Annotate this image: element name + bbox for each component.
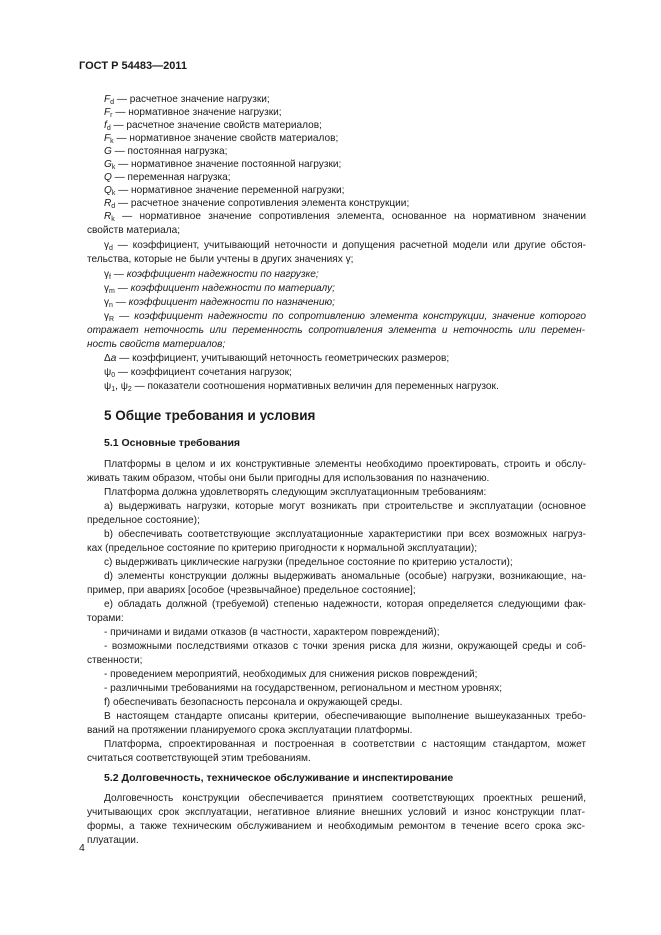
paragraph-3: В настоящем стандарте описаны критерии, обеспечивающие выполнение вышеуказанных требо- [104,711,586,722]
paragraph-4: Платформа, спроектированная и построенная в соответствии с настоящим стандартом, может [104,739,586,750]
definition-psi0: $\psi_0$ — коэффициент сочетания нагрузок; [104,367,292,379]
definition-fd: $F_d$ — расчетное значение нагрузки; [104,94,270,106]
definition-gamma-f: $\gamma_f$ — коэффициент надежности по нагрузке; [104,269,319,281]
section-5-heading: 5 Общие требования и условия [104,408,316,423]
item-a: а) выдерживать нагрузки, которые могут возникать при строительстве и эксплуатации (основное [104,501,586,512]
paragraph-1-cont: живать таким образом, чтобы они были пригодны для использования по назначению. [87,473,490,484]
dash-item-1: - причинами и видами отказов (в частности, характером повреждений); [104,627,440,638]
item-d-cont: пример, при авариях [особое (чрезвычайное) предельное состояние]; [87,585,416,596]
definition-gk: $G_k$ — нормативное значение постоянной нагрузки; [104,159,342,171]
definition-delta-a: Δa — коэффициент, учитывающий неточность геометрических размеров; [104,353,450,364]
definition-fr: $F_r$ — нормативное значение нагрузки; [104,107,282,119]
definition-gamma-n: $\gamma_n$ — коэффициент надежности по назначению; [104,297,335,309]
dash-item-3: - проведением мероприятий, необходимых для снижения рисков повреждений; [104,669,478,680]
item-c: с) выдерживать циклические нагрузки (предельное состояние по критерию усталости); [104,557,513,568]
paragraph-5: Долговечность конструкции обеспечивается принятием соответствующих проектных решений, [104,793,586,804]
definition-gamma-r: $\gamma_R$ — коэффициент надежности по сопротивлению элемента конструкции, значение которого [104,311,586,323]
definition-gamma-m: $\gamma_m$ — коэффициент надежности по материалу; [104,283,335,295]
definition-rd: $R_d$ — расчетное значение сопротивления элемента конструкции; [104,198,410,210]
paragraph-1: Платформы в целом и их конструктивные элементы необходимо проектировать, строить и обслу- [104,459,586,470]
definition-gamma-r-cont1: отражает неточность или переменность сопротивления элемента и неточность или перемен- [87,325,585,336]
definition-q: Q — переменная нагрузка; [104,172,231,183]
definition-qk: $Q_k$ — нормативное значение переменной нагрузки; [104,185,345,197]
definition-rk: $R_k$ — нормативное значение сопротивления элемента, основанное на нормативном значении [104,211,586,223]
definition-gamma-d: $\gamma_d$ — коэффициент, учитывающий неточности и допущения расчетной модели или другие обстоя- [104,240,586,252]
subsection-5-1-heading: 5.1 Основные требования [104,437,241,449]
subsection-5-2-heading: 5.2 Долговечность, техническое обслуживание и инспектирование [104,772,454,784]
dash-item-2-cont: ственности; [87,655,143,666]
definition-fd-small: $f_d$ — расчетное значение свойств материалов; [104,120,322,132]
paragraph-5-cont2: формы, а также техническим обслуживанием и необходимым ремонтом в течение всего срока экс- [87,821,585,832]
item-b-cont: ках (предельное состояние по критерию пригодности к нормальной эксплуатации); [87,543,478,554]
definition-rk-cont: свойств материала; [87,225,181,236]
paragraph-5-cont3: плуатации. [87,835,139,846]
definition-g: G — постоянная нагрузка; [104,146,228,157]
item-e: е) обладать должной (требуемой) степенью надежности, которая определяется следующими фак- [104,599,586,610]
dash-item-4: - различными требованиями на государственном, региональном и местном уровнях; [104,683,503,694]
item-f: f) обеспечивать безопасность персонала и окружающей среды. [104,697,403,708]
page-header: ГОСТ Р 54483—2011 [79,60,187,72]
item-d: d) элементы конструкции должны выдерживать аномальные (особые) нагрузки, возникающие, на- [104,571,586,582]
dash-item-2: - возможными последствиями отказов с точки зрения риска для жизни, окружающей среды и соб- [104,641,586,652]
definition-fk: $F_k$ — нормативное значение свойств материалов; [104,133,339,145]
definition-psi12: $\psi_1$, $\psi_2$ — показатели соотношения нормативных величин для переменных нагрузок. [104,381,499,393]
item-e-cont: торами: [87,613,124,624]
paragraph-3-cont: ваний на протяжении планируемого срока эксплуатации платформы. [87,725,413,736]
page-number: 4 [79,842,85,854]
item-a-cont: предельное состояние); [87,515,200,526]
paragraph-5-cont1: учитывающих срок эксплуатации, негативное влияние внешних условий и износ конструкции плат- [87,807,585,818]
paragraph-4-cont: считаться соответствующей этим требованиям. [87,753,311,764]
definition-gamma-r-cont2: ность свойств материалов; [87,339,226,350]
paragraph-2: Платформа должна удовлетворять следующим эксплуатационным требованиям: [104,487,487,498]
item-b: b) обеспечивать соответствующие эксплуатационные характеристики при всех возможных нагруз- [104,529,586,540]
definition-gamma-d-cont: тельства, которые не были учтены в других значениях γ; [87,254,354,265]
